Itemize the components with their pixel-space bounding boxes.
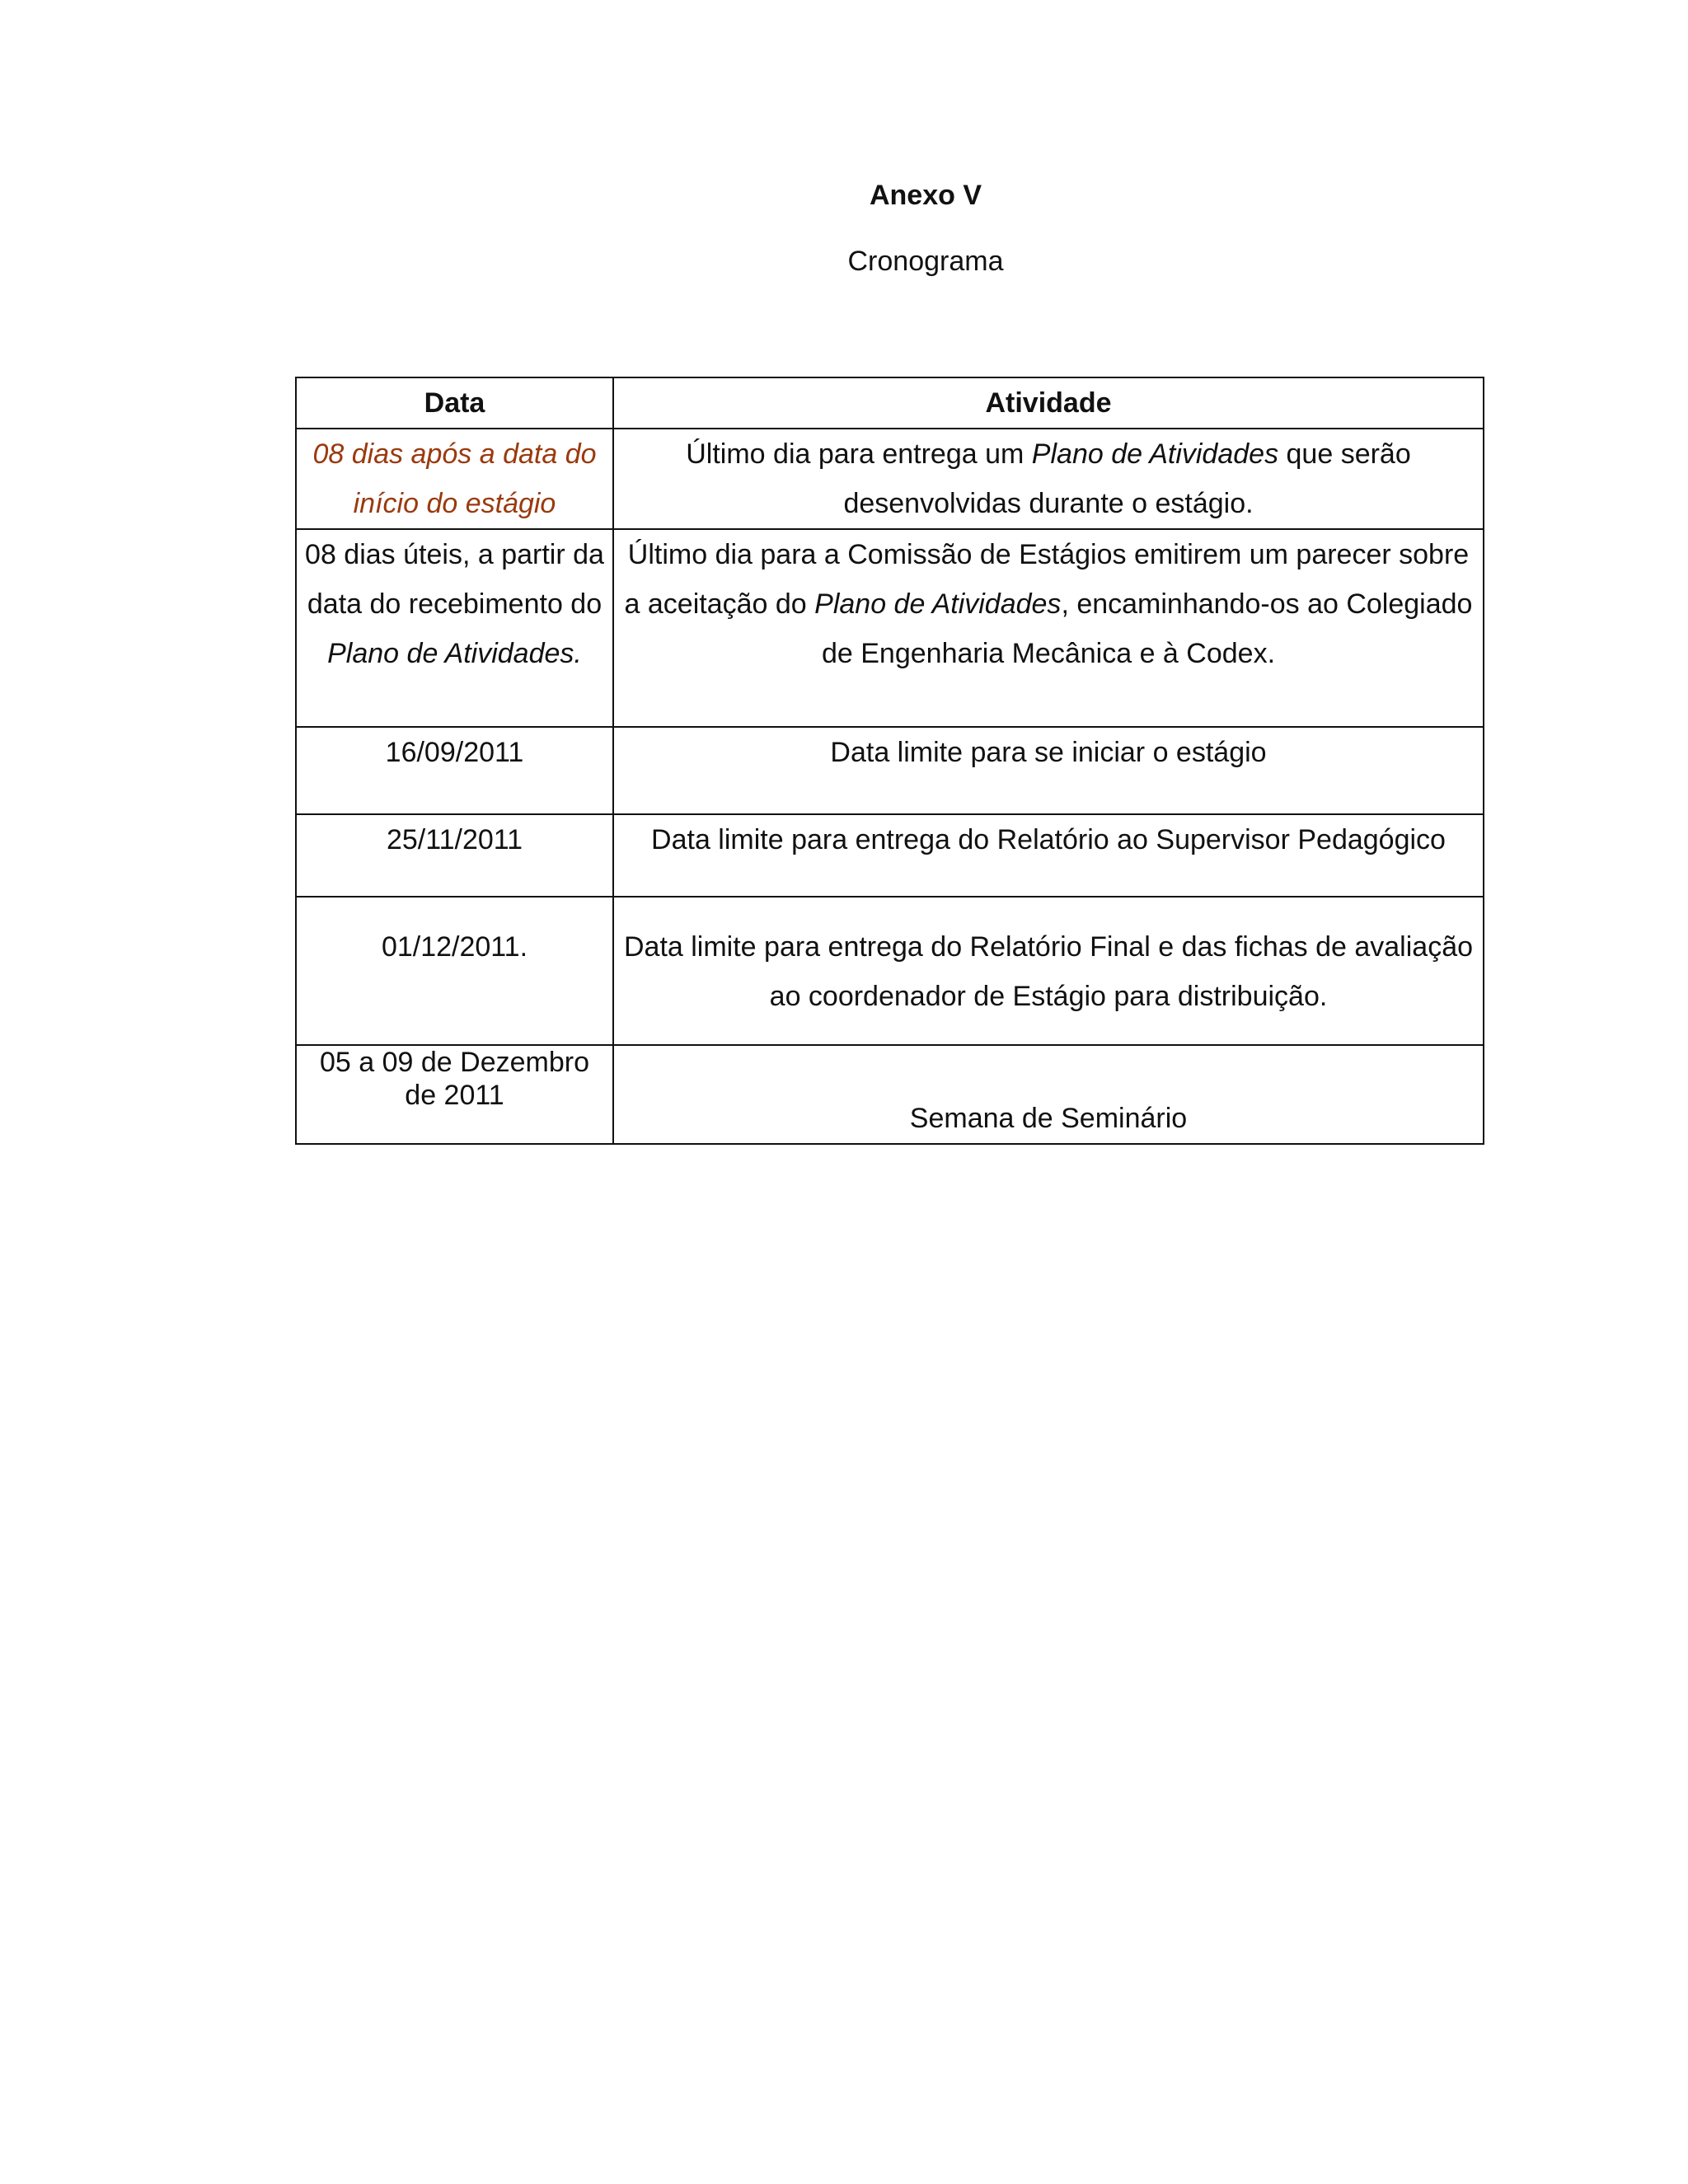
row-date — [296, 529, 613, 727]
table-header-row — [296, 377, 1484, 429]
table-row — [296, 897, 1484, 1045]
schedule-table — [295, 377, 1484, 1145]
header-activity: Atividade — [613, 377, 1484, 429]
activity-text: Último dia para a Comissão de Estágios emitirem um parecer sobre a aceitação do — [624, 539, 1470, 620]
table-row — [296, 529, 1484, 727]
row-activity — [613, 529, 1484, 727]
activity-text: que serão desenvolvidas durante o estágio. — [843, 438, 1411, 519]
activity-text: Último dia para entrega um — [686, 438, 1032, 470]
date-emphasis: Plano de Atividades. — [327, 638, 582, 669]
page-title: Anexo V — [869, 180, 982, 211]
date-text: 08 dias úteis, a partir da data do recebimento do — [305, 539, 604, 620]
table-row — [296, 1045, 1484, 1144]
table-row — [296, 727, 1484, 814]
table-row — [296, 429, 1484, 529]
row-activity: Data limite para entrega do Relatório ao Supervisor Pedagógico — [613, 814, 1484, 897]
header-date: Data — [296, 377, 613, 429]
row-activity — [613, 429, 1484, 529]
row-date: 08 dias após a data do início do estágio — [296, 429, 613, 529]
row-date: 16/09/2011 — [296, 727, 613, 814]
activity-emphasis: Plano de Atividades — [1031, 438, 1279, 470]
row-activity: Data limite para se iniciar o estágio — [613, 727, 1484, 814]
activity-emphasis: Plano de Atividades — [814, 588, 1062, 620]
row-date: 01/12/2011. — [296, 897, 613, 1045]
row-activity: Data limite para entrega do Relatório Final e das fichas de avaliação ao coordenador de Estágio para distribuição. — [613, 897, 1484, 1045]
row-date: 05 a 09 de Dezembro de 2011 — [296, 1045, 613, 1144]
activity-text: , encaminhando-os ao Colegiado de Engenharia Mecânica e à Codex. — [821, 588, 1473, 669]
table-row — [296, 814, 1484, 897]
page-subtitle: Cronograma — [847, 246, 1004, 277]
row-date: 25/11/2011 — [296, 814, 613, 897]
row-activity: Semana de Seminário — [613, 1045, 1484, 1144]
